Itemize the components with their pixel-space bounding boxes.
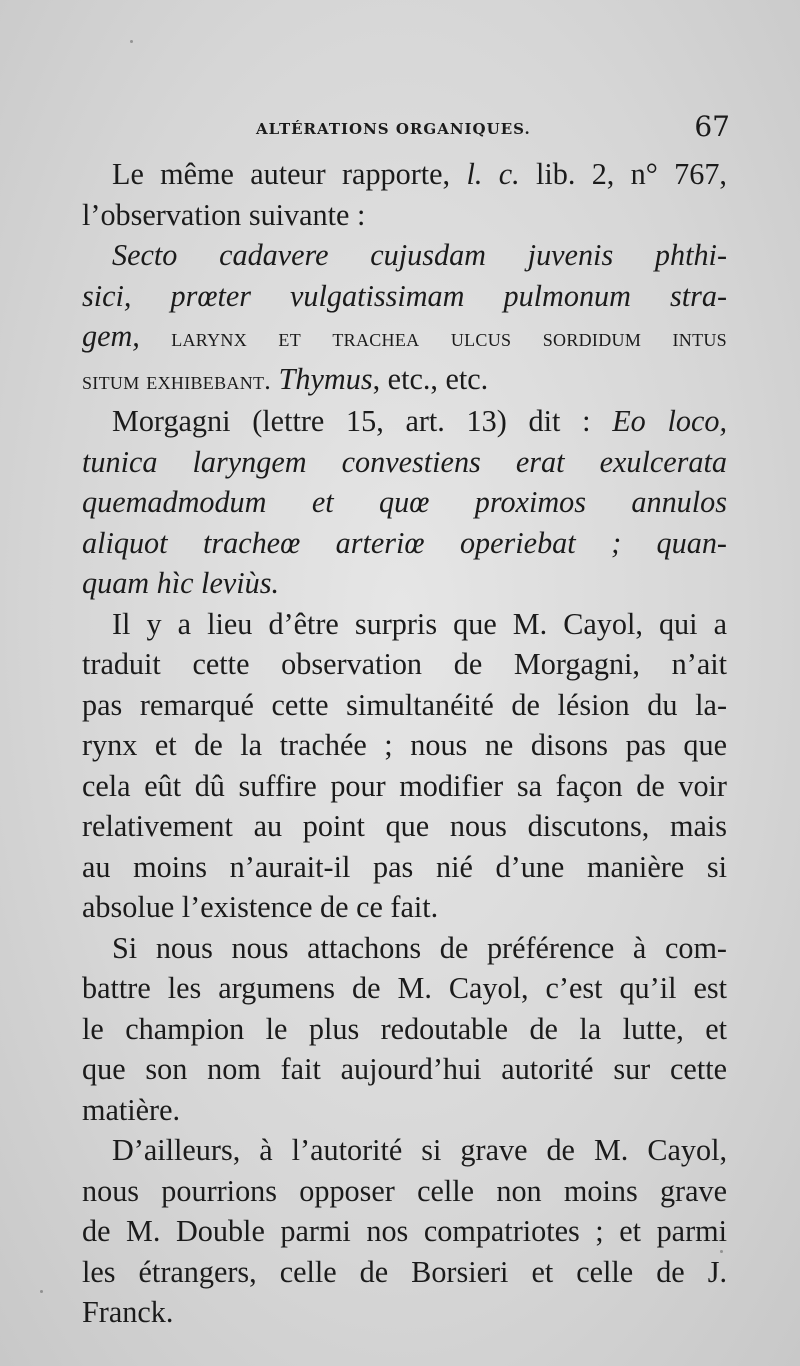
text-line: battre les argumens de M. Cayol, c’est qu’il est	[82, 971, 727, 1005]
paper-speck	[720, 1250, 723, 1253]
paper-speck	[40, 1290, 43, 1293]
text-line: absolue l’existence de ce fait.	[82, 890, 439, 924]
text-line: Morgagni (lettre 15, art. 13) dit : Eo loco,	[112, 404, 727, 438]
text-line: situm exhibebant. Thymus, etc., etc.	[82, 361, 489, 396]
page-number: 67	[694, 110, 730, 143]
text-line: Le même auteur rapporte, l. c. lib. 2, n° 767,	[112, 157, 727, 191]
paragraph-3	[82, 401, 727, 604]
paragraph-5	[82, 928, 727, 1131]
text-line: nous pourrions opposer celle non moins grave	[82, 1173, 727, 1208]
text-line: sici, prœter vulgatissimam pulmonum stra-	[82, 278, 727, 313]
text-line: cela eût dû suffire pour modifier sa façon de voir	[82, 768, 727, 803]
text-line: matière.	[82, 1092, 181, 1127]
text-line: gem, larynx et trachea ulcus sordidum intus	[82, 319, 727, 353]
text-line: les étrangers, celle de Borsieri et celle de J.	[82, 1254, 727, 1289]
text-line: l’observation suivante :	[82, 197, 366, 232]
page-header	[88, 108, 730, 148]
text-line: Franck.	[82, 1295, 174, 1329]
text-line: que son nom fait aujourd’hui autorité sur cette	[82, 1052, 727, 1086]
body-text	[82, 154, 727, 1333]
text-line: pas remarqué cette simultanéité de lésion du la-	[82, 687, 727, 722]
text-line: rynx et de la trachée ; nous ne disons pas que	[82, 728, 727, 762]
text-line: au moins n’aurait-il pas nié d’une manière si	[82, 849, 727, 884]
text-line: de M. Double parmi nos compatriotes ; et parmi	[82, 1214, 727, 1248]
text-line: D’ailleurs, à l’autorité si grave de M. Cayol,	[112, 1133, 727, 1167]
text-line: le champion le plus redoutable de la lutte, et	[82, 1011, 727, 1046]
text-line: quemadmodum et quœ proximos annulos	[82, 485, 727, 519]
text-line: aliquot tracheœ arteriœ operiebat ; quan-	[82, 525, 727, 560]
paragraph-4	[82, 604, 727, 928]
text-line: Si nous nous attachons de préférence à com-	[112, 930, 727, 965]
text-line: tunica laryngem convestiens erat exulcerata	[82, 444, 727, 479]
running-head: ALTÉRATIONS ORGANIQUES.	[256, 120, 531, 138]
text-line: Il y a lieu d’être surpris que M. Cayol, qui a	[112, 606, 727, 641]
paragraph-1	[82, 154, 727, 235]
text-line: quam hìc leviùs.	[82, 566, 280, 600]
text-line: Secto cadavere cujusdam juvenis phthi-	[112, 238, 727, 272]
text-line: relativement au point que nous discutons, mais	[82, 809, 727, 843]
paper-speck	[130, 40, 133, 43]
paragraph-2-quotation	[82, 235, 727, 401]
paragraph-6	[82, 1130, 727, 1333]
text-line: traduit cette observation de Morgagni, n’ait	[82, 647, 727, 681]
